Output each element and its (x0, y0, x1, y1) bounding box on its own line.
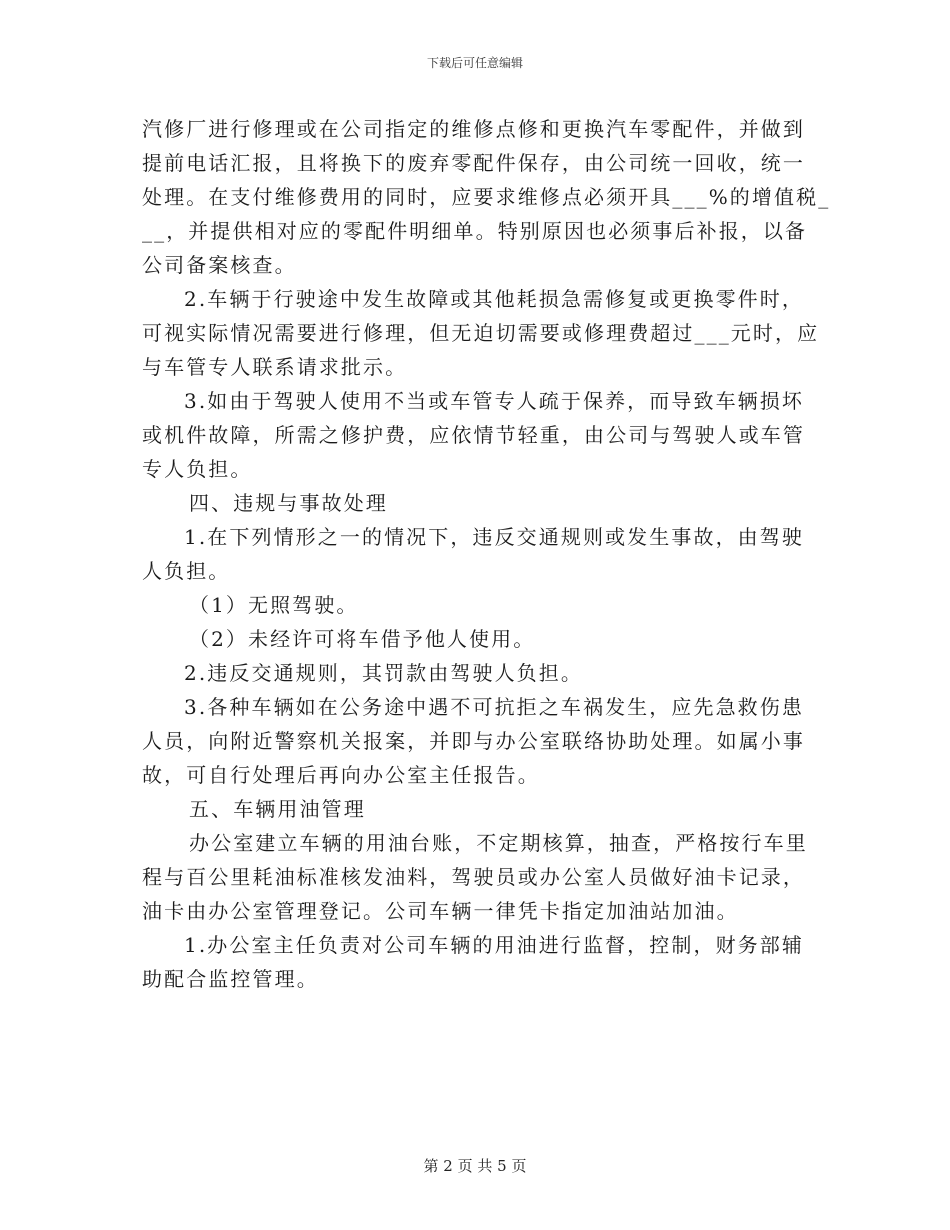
body-line: 1.办公室主任负责对公司车辆的用油进行监督，控制，财务部辅 (184, 933, 804, 957)
body-line: 人员，向附近警察机关报案，并即与办公室联络协助处理。如属小事 (142, 729, 805, 753)
section-heading: 四、违规与事故处理 (189, 491, 388, 515)
body-line: 汽修厂进行修理或在公司指定的维修点修和更换汽车零配件，并做到 (142, 117, 805, 141)
body-line: 人负担。 (142, 559, 231, 583)
body-line: 提前电话汇报，且将换下的废弃零配件保存，由公司统一回收，统一 (142, 151, 805, 175)
body-line: 处理。在支付维修费用的同时，应要求维修点必须开具___%的增值税_ (142, 185, 831, 209)
body-line: 3.如由于驾驶人使用不当或车管专人疏于保养，而导致车辆损坏 (184, 389, 804, 413)
body-line: 3.各种车辆如在公务途中遇不可抗拒之车祸发生，应先急救伤患 (184, 695, 804, 719)
body-line: 公司备案核查。 (142, 253, 297, 277)
body-line: __，并提供相对应的零配件明细单。特别原因也必须事后补报，以备 (142, 219, 808, 243)
body-line: 专人负担。 (142, 457, 253, 481)
body-line: 与车管专人联系请求批示。 (142, 355, 408, 379)
body-line: 助配合监控管理。 (142, 967, 319, 991)
body-line: 办公室建立车辆的用油台账，不定期核算，抽查，严格按行车里 (189, 831, 808, 855)
list-item: （1）无照驾驶。 (189, 593, 359, 617)
body-line: 程与百公里耗油标准核发油料，驾驶员或办公室人员做好油卡记录， (142, 865, 805, 889)
list-item: （2）未经许可将车借予他人使用。 (189, 627, 536, 651)
page-footer: 第 2 页 共 5 页 (423, 1157, 527, 1175)
body-line: 油卡由办公室管理登记。公司车辆一律凭卡指定加油站加油。 (142, 899, 739, 923)
body-line: 或机件故障，所需之修护费，应依情节轻重，由公司与驾驶人或车管 (142, 423, 805, 447)
body-line: 1.在下列情形之一的情况下，违反交通规则或发生事故，由驾驶 (184, 525, 804, 549)
body-line: 2.车辆于行驶途中发生故障或其他耗损急需修复或更换零件时， (184, 287, 804, 311)
body-line: 故，可自行处理后再向办公室主任报告。 (142, 763, 540, 787)
page-header: 下载后可任意编辑 (426, 56, 523, 70)
body-line: 2.违反交通规则，其罚款由驾驶人负担。 (184, 661, 583, 685)
body-line: 可视实际情况需要进行修理，但无迫切需要或修理费超过___元时，应 (142, 321, 820, 345)
document-body (142, 112, 831, 996)
section-heading: 五、车辆用油管理 (189, 797, 366, 821)
